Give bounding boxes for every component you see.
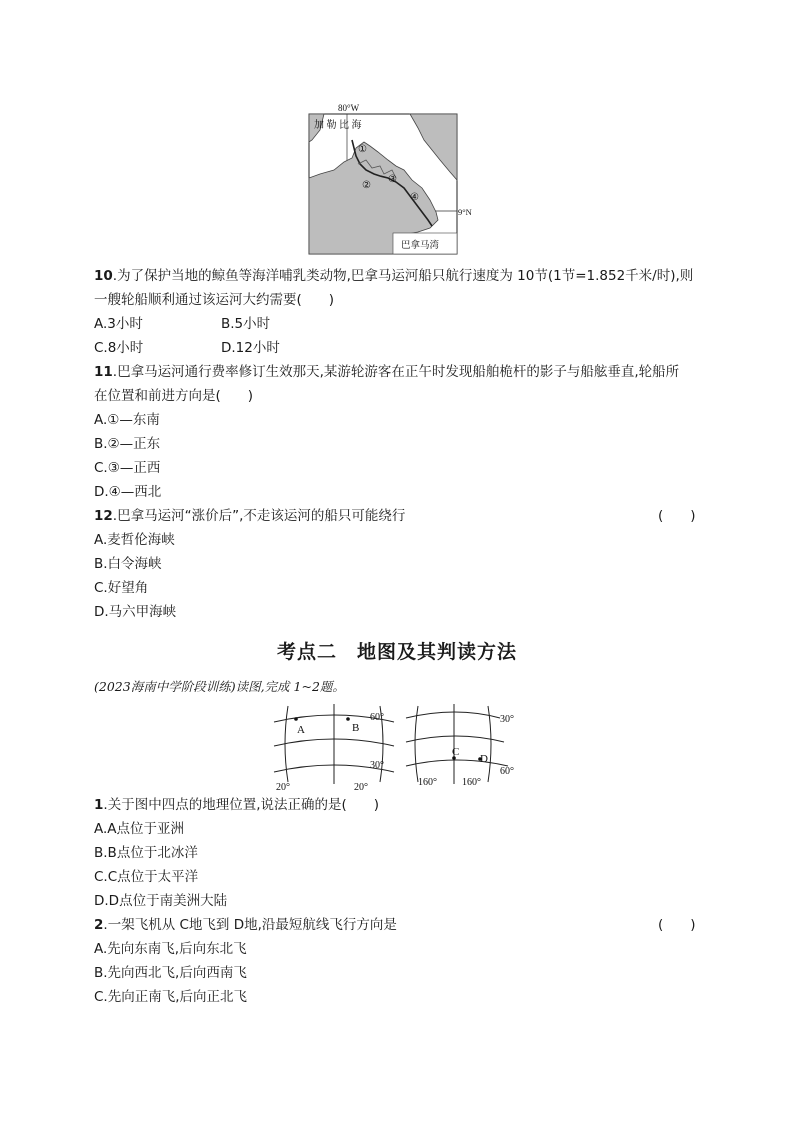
point-d-label: D [480,753,488,765]
q11-option-c: C.③—正西 [94,460,161,476]
q12-answer-paren: ( ) [658,508,696,524]
q11-text: .巴拿马运河通行费率修订生效那天,某游轮游客在正午时发现船舶桅杆的影子与船舷垂直,轮船所 [112,364,680,380]
map-latitude-label: 9°N [458,207,472,217]
q10-option-c: C.8小时 [94,340,144,356]
q10-line2: 一艘轮船顺利通过该运河大约需要( ) [94,292,335,308]
q1-option-d: D.D点位于南美洲大陆 [94,893,228,909]
point-c-label: C [452,746,460,758]
q11-line1 [94,362,679,382]
q2-option-a: A.先向东南飞,后向东北飞 [94,941,247,957]
right-lon-right-label: 160° [462,777,481,788]
q2-answer-paren: ( ) [658,917,696,933]
q1-number: 1 [94,797,104,813]
left-lon-right-label: 20° [354,782,368,793]
right-lon-left-label: 160° [418,777,437,788]
section-title: 考点二 地图及其判读方法 [276,641,517,663]
q12-option-b: B.白令海峡 [94,556,162,572]
marker-2: ② [362,180,371,191]
q1-option-c: C.C点位于太平洋 [94,869,199,885]
panama-bay-label: 巴拿马湾 [401,241,440,251]
marker-4: ④ [410,192,419,203]
q10-option-b: B.5小时 [221,316,271,332]
q11-number: 11 [94,364,113,380]
q12-option-c: C.好望角 [94,580,149,596]
right-lat-bottom-label: 60° [500,766,514,777]
panama-canal-map [300,100,470,258]
q11-line2: 在位置和前进方向是( ) [94,388,254,404]
q1-line [94,795,379,815]
q10-option-a: A.3小时 [94,316,143,332]
q10-option-d: D.12小时 [221,340,280,356]
q12-text: .巴拿马运河“涨价后”,不走该运河的船只可能绕行 [112,508,406,524]
map-longitude-label: 80°W [338,103,360,113]
point-b-label: B [352,722,360,734]
q12-line [94,506,405,526]
point-a-label: A [297,724,305,736]
q2-option-c: C.先向正南飞,后向正北飞 [94,989,248,1005]
q1-option-a: A.A点位于亚洲 [94,821,185,837]
caribbean-sea-label: 加 勒 比 海 [314,120,362,131]
marker-1: ① [358,144,367,155]
section-intro: (2023海南中学阶段训练)读图,完成 1~2题。 [94,679,345,694]
q11-option-b: B.②—正东 [94,436,161,452]
q11-option-a: A.①—东南 [94,412,160,428]
q1-option-b: B.B点位于北冰洋 [94,845,198,861]
graticule-left [268,700,400,792]
q11-option-d: D.④—西北 [94,484,162,500]
q12-option-d: D.马六甲海峡 [94,604,177,620]
q10-number: 10 [94,268,113,284]
left-lon-left-label: 20° [276,782,290,793]
q2-line [94,915,397,935]
q10-line1 [94,266,693,286]
marker-3: ③ [388,174,397,185]
right-lat-top-label: 30° [500,714,514,725]
q12-option-a: A.麦哲伦海峡 [94,532,175,548]
graticule-right [400,700,532,792]
q1-text: .关于图中四点的地理位置,说法正确的是( ) [103,797,380,813]
left-lat-bottom-label: 30° [370,760,384,771]
left-lat-top-label: 60° [370,712,384,723]
q12-number: 12 [94,508,113,524]
q10-text: .为了保护当地的鲸鱼等海洋哺乳类动物,巴拿马运河船只航行速度为 10节(1节=1.852千米/时),则 [112,268,694,284]
q2-text: .一架飞机从 C地飞到 D地,沿最短航线飞行方向是 [103,917,397,933]
q2-option-b: B.先向西北飞,后向西南飞 [94,965,247,981]
q2-number: 2 [94,917,104,933]
